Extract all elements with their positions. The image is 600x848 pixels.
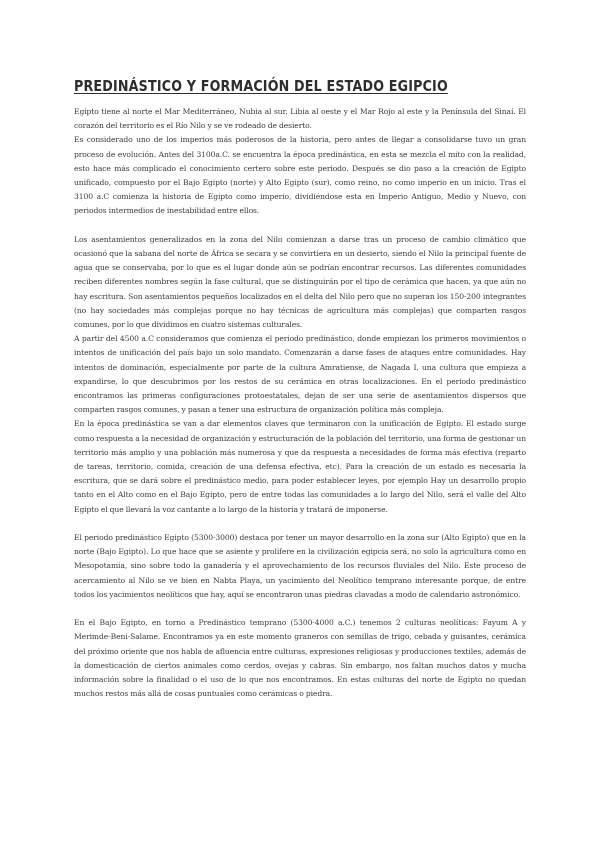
paragraph-spacer <box>74 219 526 233</box>
paragraph: Egipto tiene al norte el Mar Mediterráneo, Nubia al sur, Libia al oeste y el Mar Rojo al este y la Península del Sinaí. El corazón del territorio es el Río Nilo y se ve rodeado de desierto. <box>74 107 526 131</box>
paragraph-spacer <box>74 517 526 531</box>
paragraph: Los asentamientos generalizados en la zona del Nilo comienzan a darse tras un proceso de cambio climático que ocasionó que la sabana del norte de África se secara y se convirtiera en un desierto, siendo el Nilo la principal fuente de agua que se conservaba, por lo que es el lugar donde aún se podrían encontrar recursos. Las diferentes comunidades reciben diferentes nombres según la fase cultural, que se distinguirán por el tipo de cerámica que hacen, ya que aún no hay escritura. Son asentamientos pequeños localizados en el delta del Nilo pero que no superan los 150-200 integrantes (no hay sociedades más complejas porque no hay técnicas de agricultura más complejas) que comparten rasgos comunes, por lo que dividimos en cuatro sistemas culturales. <box>74 234 526 330</box>
paragraph: En el Bajo Egipto, en torno a Predinástico temprano (5300-4000 a.C.) tenemos 2 culturas neolíticas: Fayum A y Merimde-Beni-Salame. Encontramos ya en este momento graneros con semillas de trigo, cebada y guisantes, cerámica del próximo oriente que nos habla de afluencia entre culturas, expresiones religiosas y producciones textiles, además de la domesticación de ciertos animales como cerdos, ovejas y cabras. Sin embargo, nos faltan muchos datos y mucha información sobre la finalidad o el uso de lo que nos encontramos. En estas culturas del norte de Egipto no quedan muchos restos más allá de cosas puntuales como cerámicas o piedra. <box>74 618 526 699</box>
paragraph-spacer <box>74 602 526 616</box>
document-body <box>74 105 526 701</box>
paragraph: En la época predinástica se van a dar elementos claves que terminaron con la unificación de Egipto. El estado surge como respuesta a la necesidad de organización y estructuración de la población del territorio, una forma de gestionar un territorio más amplio y una población más numerosa y que da respuesta a necesidades de forma más efectiva (reparto de tareas, territorio, comida, creación de una defensa efectiva, etc). Para la creación de un estado es necesaria la escritura, que se dará sobre el predinástico medio, para poder establecer leyes, por ejemplo Hay un desarrollo propio tanto en el Alto como en el Bajo Egipto, pero de entre todas las comunidades a lo largo del Nilo, será el valle del Alto Egipto el que llevará la voz cantante a lo largo de la historia y tratará de imponerse. <box>74 419 526 514</box>
paragraph: El periodo predinástico Egipto (5300-3000) destaca por tener un mayor desarrollo en la zona sur (Alto Egipto) que en la norte (Bajo Egipto). Lo que hace que se asiente y prolifere en la civilización egipcia será, no solo la agricultura como en Mesopotamia, sino sobre todo la ganadería y el aprovechamiento de los recursos fluviales del Nilo. Este proceso de acercamiento al Nilo se ve bien en Nabta Playa, un yacimiento del Neolítico temprano interesante porque, de entre todos los yacimientos neolíticos que hay, aquí se encontraron unas piedras clavadas a modo de calendario astronómico. <box>74 533 526 599</box>
document-title: PREDINÁSTICO Y FORMACIÓN DEL ESTADO EGIPCIO <box>74 77 448 95</box>
paragraph: Es considerado uno de los imperios más poderosos de la historia, pero antes de llegar a consolidarse tuvo un gran proceso de evolución. Antes del 3100a.C. se encuentra la época predinástica, en esta se mezcla el mito con la realidad, esto hace más complicado el conocimiento certero sobre este periodo. Después se dio paso a la creación de Egipto unificado, compuesto por el Bajo Egipto (norte) y Alto Egipto (sur), como reino, no como imperio en un inicio. Tras el 3100 a.C comienza la historia de Egipto como imperio, dividiéndose esta en Imperio Antiguo, Medio y Nuevo, con periodos intermedios de inestabilidad entre ellos. <box>74 135 526 216</box>
paragraph: A partir del 4500 a.C consideramos que comienza el periodo predinástico, donde empiezan los primeros movimientos o intentos de unificación del país bajo un solo mandato. Comenzarán a darse fases de ataques entre comunidades. Hay intentos de dominación, especialmente por parte de la cultura Amratiense, de Nagada I, una cultura que empieza a expandirse, lo que descubrimos por los restos de su cerámica en otras localizaciones. En el periodo predinástico encontramos las primeras configuraciones protoestatales, dejan de ser una serie de asentamientos dispersos que comparten rasgos comunes, y pasan a tener una estructura de organización política más compleja. <box>74 334 526 415</box>
